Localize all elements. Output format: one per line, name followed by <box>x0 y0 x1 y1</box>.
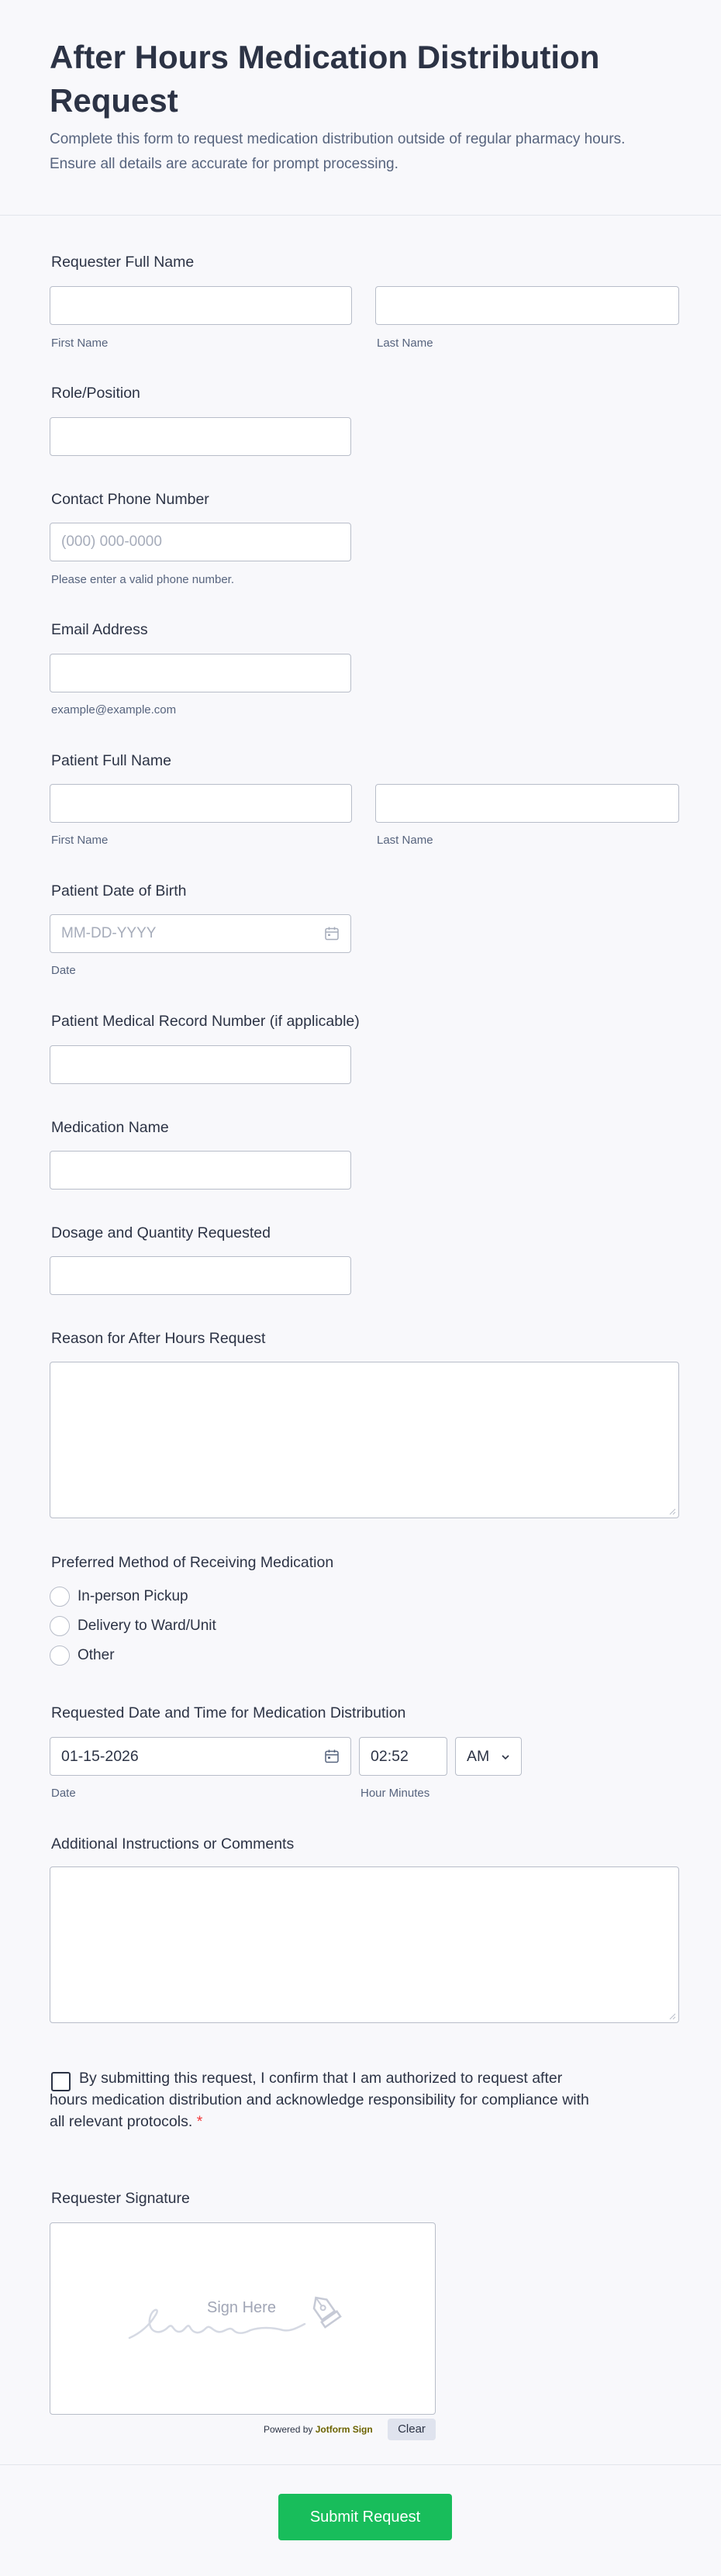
signature-pad[interactable] <box>50 2222 436 2415</box>
patient-first-name-input[interactable] <box>50 784 352 823</box>
distribution-date-input[interactable] <box>50 1737 351 1776</box>
email-input[interactable] <box>50 654 351 692</box>
method-option-pickup[interactable] <box>50 1585 251 1608</box>
consent-text: By submitting this request, I confirm that I am authorized to request after hours medication distribution and acknowledge responsibility for compliance with all relevant protocols. <box>50 2070 589 2130</box>
signature-hint: Sign Here <box>207 2299 276 2316</box>
additional-label: Additional Instructions or Comments <box>51 1835 295 1853</box>
powered-by <box>264 2424 373 2435</box>
mrn-label: Patient Medical Record Number (if applicable) <box>51 1013 360 1030</box>
consent-text-block <box>50 2067 592 2132</box>
reason-label: Reason for After Hours Request <box>51 1330 266 1347</box>
radio-button[interactable] <box>50 1616 70 1636</box>
required-mark: * <box>196 2113 203 2130</box>
resize-handle-icon[interactable] <box>668 1507 676 1515</box>
patient-first-name-sublabel: First Name <box>51 834 109 847</box>
chevron-down-icon <box>501 1752 510 1762</box>
requester-first-name-sublabel: First Name <box>51 337 109 350</box>
distribution-time-sublabel: Hour Minutes <box>360 1787 430 1800</box>
role-input[interactable] <box>50 417 351 456</box>
form-header <box>0 0 721 216</box>
signature-label: Requester Signature <box>51 2190 190 2207</box>
phone-hint: Please enter a valid phone number. <box>51 573 234 586</box>
method-option-delivery[interactable] <box>50 1614 251 1638</box>
dosage-label: Dosage and Quantity Requested <box>51 1224 271 1241</box>
dosage-input[interactable] <box>50 1256 351 1295</box>
method-option-other[interactable] <box>50 1644 251 1667</box>
form-title: After Hours Medication Distribution Request <box>50 39 600 119</box>
phone-input[interactable] <box>50 523 351 561</box>
distribution-time-value: 02:52 <box>371 1748 409 1765</box>
radio-label: Other <box>78 1647 115 1663</box>
powered-brand: Jotform Sign <box>315 2424 373 2435</box>
patient-name-label: Patient Full Name <box>51 752 171 769</box>
method-label: Preferred Method of Receiving Medication <box>51 1554 334 1571</box>
distribution-time-input[interactable] <box>359 1737 447 1776</box>
medication-label: Medication Name <box>51 1119 169 1136</box>
submit-button[interactable]: Submit Request <box>278 2494 452 2540</box>
radio-button[interactable] <box>50 1587 70 1607</box>
requester-name-label: Requester Full Name <box>51 254 195 271</box>
email-hint: example@example.com <box>51 703 177 717</box>
distribution-date-sublabel: Date <box>51 1787 76 1800</box>
requester-last-name-input[interactable] <box>375 286 679 325</box>
additional-textarea[interactable] <box>50 1866 679 2023</box>
powered-prefix: Powered by <box>264 2424 313 2435</box>
reason-textarea[interactable] <box>50 1362 679 1518</box>
radio-button[interactable] <box>50 1645 70 1666</box>
phone-placeholder: (000) 000-0000 <box>61 534 162 550</box>
clear-signature-button[interactable]: Clear <box>388 2419 436 2440</box>
mrn-input[interactable] <box>50 1045 351 1084</box>
distribution-date-value: 01-15-2026 <box>61 1748 139 1765</box>
patient-dob-sublabel: Date <box>51 964 76 977</box>
ampm-select[interactable] <box>455 1737 522 1776</box>
role-label: Role/Position <box>51 385 140 402</box>
requester-last-name-sublabel: Last Name <box>377 337 433 350</box>
requester-first-name-input[interactable] <box>50 286 352 325</box>
radio-label: Delivery to Ward/Unit <box>78 1618 216 1634</box>
patient-dob-input[interactable] <box>50 914 351 953</box>
patient-dob-placeholder: MM-DD-YYYY <box>61 925 157 941</box>
radio-label: In-person Pickup <box>78 1588 188 1604</box>
calendar-icon[interactable] <box>324 926 340 941</box>
ampm-value: AM <box>467 1748 490 1765</box>
patient-dob-label: Patient Date of Birth <box>51 882 187 900</box>
patient-last-name-input[interactable] <box>375 784 679 823</box>
resize-handle-icon[interactable] <box>668 2012 676 2020</box>
phone-label: Contact Phone Number <box>51 491 209 508</box>
datetime-label: Requested Date and Time for Medication Distribution <box>51 1704 406 1721</box>
patient-last-name-sublabel: Last Name <box>377 834 433 847</box>
medication-input[interactable] <box>50 1151 351 1190</box>
email-label: Email Address <box>51 621 148 638</box>
calendar-icon[interactable] <box>324 1749 340 1764</box>
form-subtitle: Complete this form to request medication distribution outside of regular pharmacy hours. Ensure all details are accurate for prompt processing. <box>50 131 626 172</box>
